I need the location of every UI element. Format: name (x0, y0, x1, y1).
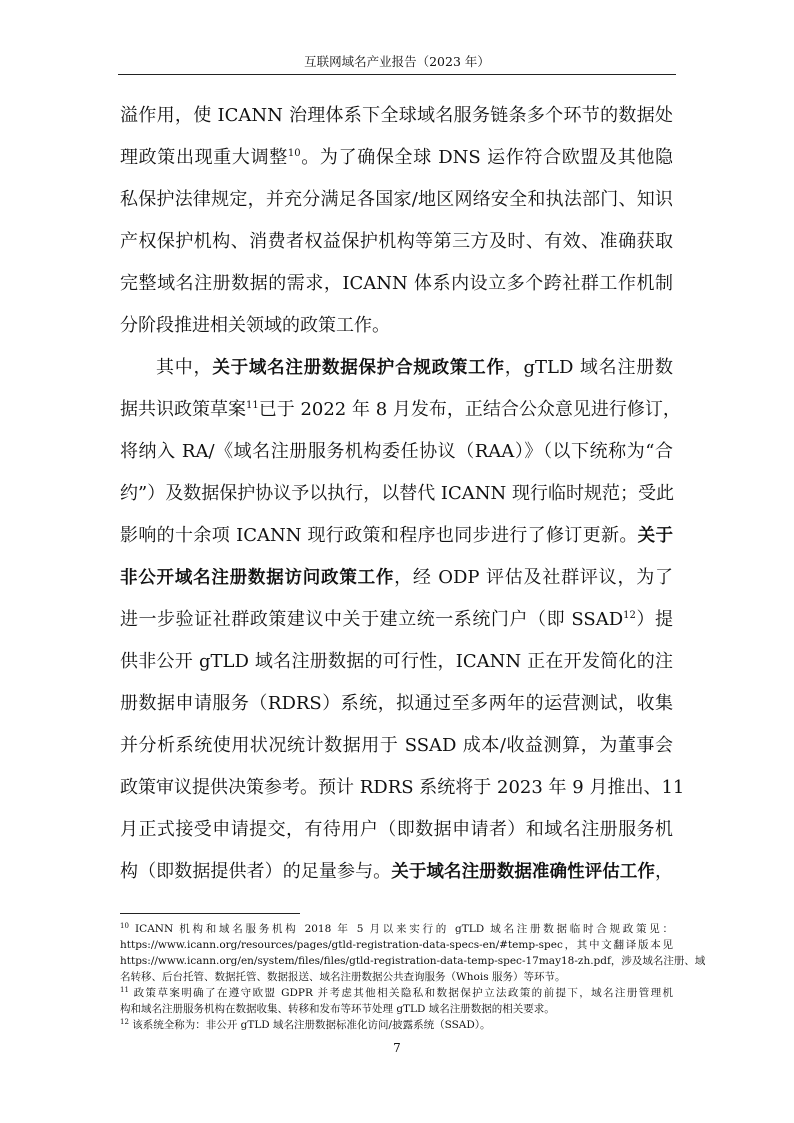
body-line (120, 437, 673, 467)
line-text: ，经 ODP 评估及社群评议，为了 (394, 567, 673, 588)
body-line (120, 227, 673, 257)
line-text: ）提 (635, 609, 673, 630)
bold-heading-text: 关于域名注册数据保护合规政策工作 (212, 358, 505, 378)
body-line (120, 185, 673, 215)
footnote-number: 11 (120, 986, 129, 994)
footnote-line (120, 1001, 673, 1017)
body-line (120, 395, 681, 425)
footnote-line (120, 921, 673, 937)
line-text: 供非公开 gTLD 域名注册数据的可行性，ICANN 正在开发简化的注 (120, 651, 673, 672)
footnote-line (120, 969, 673, 985)
line-text: 影响的十余项 ICANN 现行政策和程序也同步进行了修订更新。 (120, 525, 638, 546)
footnote-line (120, 953, 706, 969)
body-line (120, 773, 685, 803)
line-text: 册数据申请服务（RDRS）系统，拟通过至多两年的运营测试，收集 (120, 693, 673, 714)
bold-heading-text: 关于 (637, 526, 673, 546)
line-text: 完整域名注册数据的需求，ICANN 体系内设立多个跨社群工作机制 (120, 273, 673, 294)
line-text: 并分析系统使用状况统计数据用于 SSAD 成本/收益测算，为董事会 (120, 735, 673, 756)
footnote-ref: 12 (623, 610, 636, 621)
footnote-line (120, 1017, 673, 1033)
footnote-link[interactable]: https://www.icann.org/en/system/files/files/gtld-registration-data-temp-spec-17may18-zh.pdf，涉及域名注册、域 (120, 955, 706, 967)
footnote-text: 该系统全称为：非公开 gTLD 域名注册数据标准化访问/披露系统（SSAD）。 (128, 1019, 491, 1031)
body-line (120, 815, 673, 845)
body-line (120, 731, 673, 761)
line-text: 私保护法律规定，并充分满足各国家/地区网络安全和执法部门、知识 (120, 189, 673, 210)
footnote-text: 名转移、后台托管、数据托管、数据报送、域名注册数据公共查询服务（Whois 服务）等环节。 (120, 971, 566, 983)
body-line (120, 689, 673, 719)
body-line (120, 143, 673, 173)
footnote-number: 10 (120, 922, 129, 930)
line-text: 将纳入 RA/《域名注册服务机构委任协议（RAA）》（以下统称为“合 (120, 441, 673, 462)
line-text: 月正式接受申请提交，有待用户（即数据申请者）和域名注册服务机 (120, 819, 673, 840)
bold-heading-text: 关于域名注册数据准确性评估工作 (391, 862, 655, 882)
line-text: 其中， (156, 357, 213, 378)
line-text: 。为了确保全球 DNS 运作符合欧盟及其他隐 (300, 147, 673, 168)
footnote-text: ICANN 机构和域名服务机构 2018 年 5 月以来实行的 gTLD 域名注册数据临时合规政策见： (128, 923, 673, 935)
line-text: 分阶段推进相关领域的政策工作。 (120, 315, 390, 336)
footnote-line (120, 937, 673, 953)
body-line (120, 311, 673, 341)
line-text: 政策审议提供决策参考。预计 RDRS 系统将于 2023 年 9 月推出、11 (120, 777, 685, 798)
line-text: 约”）及数据保护协议予以执行，以替代 ICANN 现行临时规范；受此 (120, 483, 675, 504)
footnote-number: 12 (120, 1018, 129, 1026)
bold-heading-text: 非公开域名注册数据访问政策工作 (120, 568, 395, 588)
footnote-text: 构和域名注册服务机构在数据收集、转移和发布等环节处理 gTLD 域名注册数据的相关要求。 (120, 1003, 555, 1015)
body-line (120, 647, 673, 677)
body-line (120, 605, 673, 635)
header-rule (118, 74, 676, 75)
line-text: 理政策出现重大调整 (120, 147, 288, 168)
line-text: 构（即数据提供者）的足量参与。 (120, 861, 392, 882)
body-line (120, 101, 673, 131)
line-text: 产权保护机构、消费者权益保护机构等第三方及时、有效、准确获取 (120, 231, 673, 252)
footnote-line (120, 985, 673, 1001)
running-header: 互联网域名产业报告（2023 年） (304, 54, 490, 69)
body-line (120, 269, 673, 299)
footnote-ref: 10 (287, 148, 301, 159)
body-line (156, 353, 673, 383)
line-text: ，gTLD 域名注册数 (504, 357, 673, 378)
body-line (120, 521, 673, 551)
footnote-rule (120, 913, 300, 914)
line-text: 进一步验证社群政策建议中关于建立统一系统门户（即 SSAD (120, 609, 624, 630)
body-line (120, 479, 673, 509)
line-text: ， (655, 861, 673, 882)
footnote-ref: 11 (246, 400, 259, 411)
footnote-link[interactable]: https://www.icann.org/resources/pages/gtld-registration-data-specs-en/#temp-spec，其中文翻译版本见 (120, 939, 673, 951)
body-line (120, 857, 673, 887)
page-number: 7 (393, 1041, 401, 1055)
body-line (120, 563, 673, 593)
footnote-text: 政策草案明确了在遵守欧盟 GDPR 并考虑其他相关隐私和数据保护立法政策的前提下，域名注册管理机 (128, 987, 673, 999)
line-text: 据共识政策草案 (120, 399, 246, 420)
line-text: 溢作用，使 ICANN 治理体系下全球域名服务链条多个环节的数据处 (120, 105, 673, 126)
line-text: 已于 2022 年 8 月发布，正结合公众意见进行修订， (258, 399, 681, 420)
